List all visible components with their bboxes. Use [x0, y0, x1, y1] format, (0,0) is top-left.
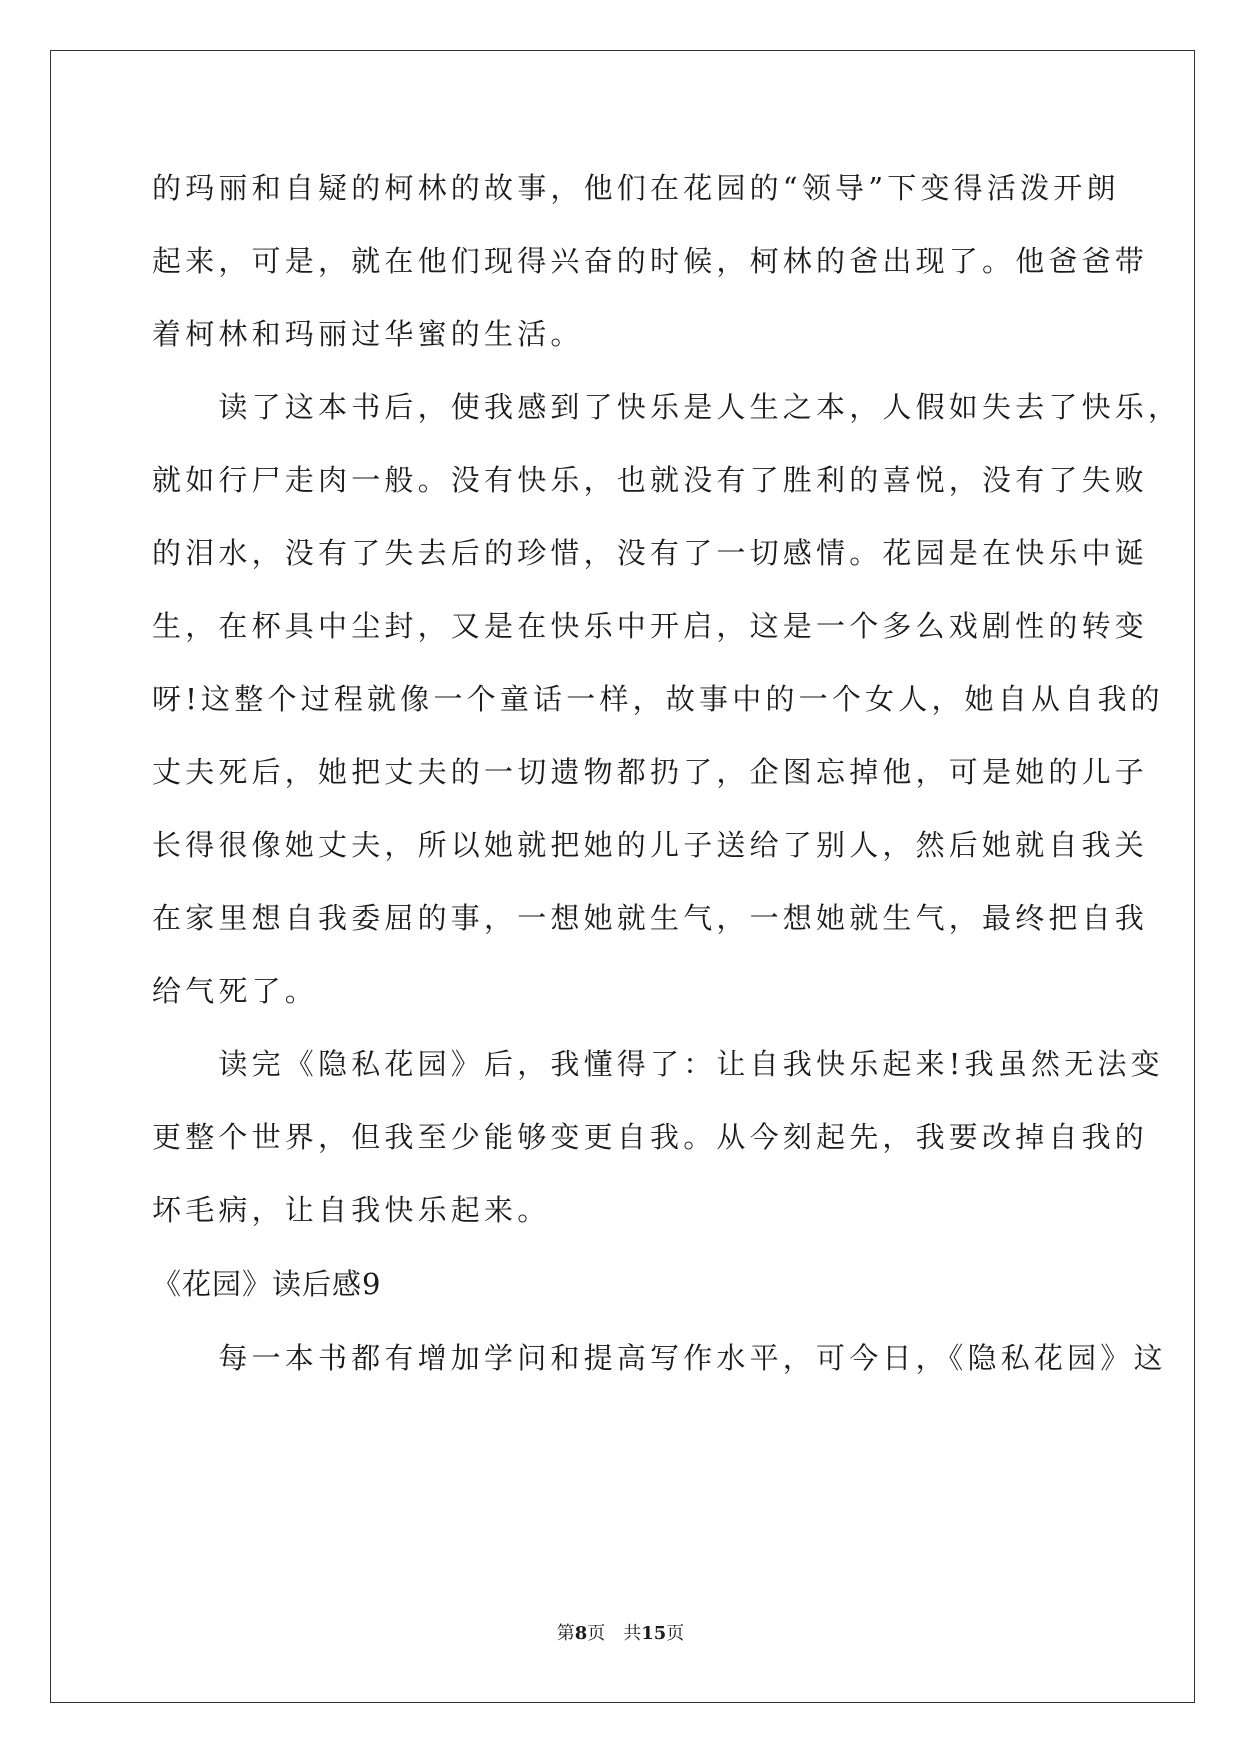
body-line-10: 长得很像她丈夫，所以她就把她的儿子送给了别人，然后她就自我关 — [152, 828, 1149, 862]
footer-middle: 页 共 — [587, 1623, 642, 1644]
footer-total-pages: 15 — [641, 1623, 667, 1644]
body-line-last: 每一本书都有增加学问和提高写作水平，可今日，《隐私花园》这 — [152, 1341, 1167, 1375]
body-line-3: 着柯林和玛丽过华蜜的生活。 — [152, 317, 584, 351]
body-line-7: 生，在杯具中尘封，又是在快乐中开启，这是一个多么戏剧性的转变 — [152, 609, 1149, 643]
footer-suffix: 页 — [666, 1623, 685, 1644]
body-line-15: 坏毛病，让自我快乐起来。 — [152, 1193, 551, 1227]
body-line-11: 在家里想自我委屈的事，一想她就生气，一想她就生气，最终把自我 — [152, 901, 1149, 935]
page-border — [50, 50, 1195, 1703]
body-line-5: 就如行尸走肉一般。没有快乐，也就没有了胜利的喜悦，没有了失败 — [152, 463, 1149, 497]
section-heading: 《花园》读后感9 — [152, 1267, 382, 1301]
body-line-12: 给气死了。 — [152, 974, 319, 1008]
footer-prefix: 第 — [556, 1623, 575, 1644]
body-line-6: 的泪水，没有了失去后的珍惜，没有了一切感情。花园是在快乐中诞 — [152, 536, 1149, 570]
body-line-4: 读了这本书后，使我感到了快乐是人生之本，人假如失去了快乐， — [152, 390, 1182, 424]
page-footer — [0, 1622, 1241, 1646]
body-line-2: 起来，可是，就在他们现得兴奋的时候，柯林的爸出现了。他爸爸带 — [152, 244, 1149, 278]
body-line-8: 呀!这整个过程就像一个童话一样，故事中的一个女人，她自从自我的 — [152, 682, 1164, 716]
body-line-9: 丈夫死后，她把丈夫的一切遗物都扔了，企图忘掉他，可是她的儿子 — [152, 755, 1149, 789]
body-line-13: 读完《隐私花园》后，我懂得了：让自我快乐起来!我虽然无法变 — [152, 1047, 1164, 1081]
footer-page-number: 8 — [574, 1623, 588, 1644]
body-line-1: 的玛丽和自疑的柯林的故事，他们在花园的“领导”下变得活泼开朗 — [152, 171, 1120, 205]
body-line-14: 更整个世界，但我至少能够变更自我。从今刻起先，我要改掉自我的 — [152, 1120, 1149, 1154]
